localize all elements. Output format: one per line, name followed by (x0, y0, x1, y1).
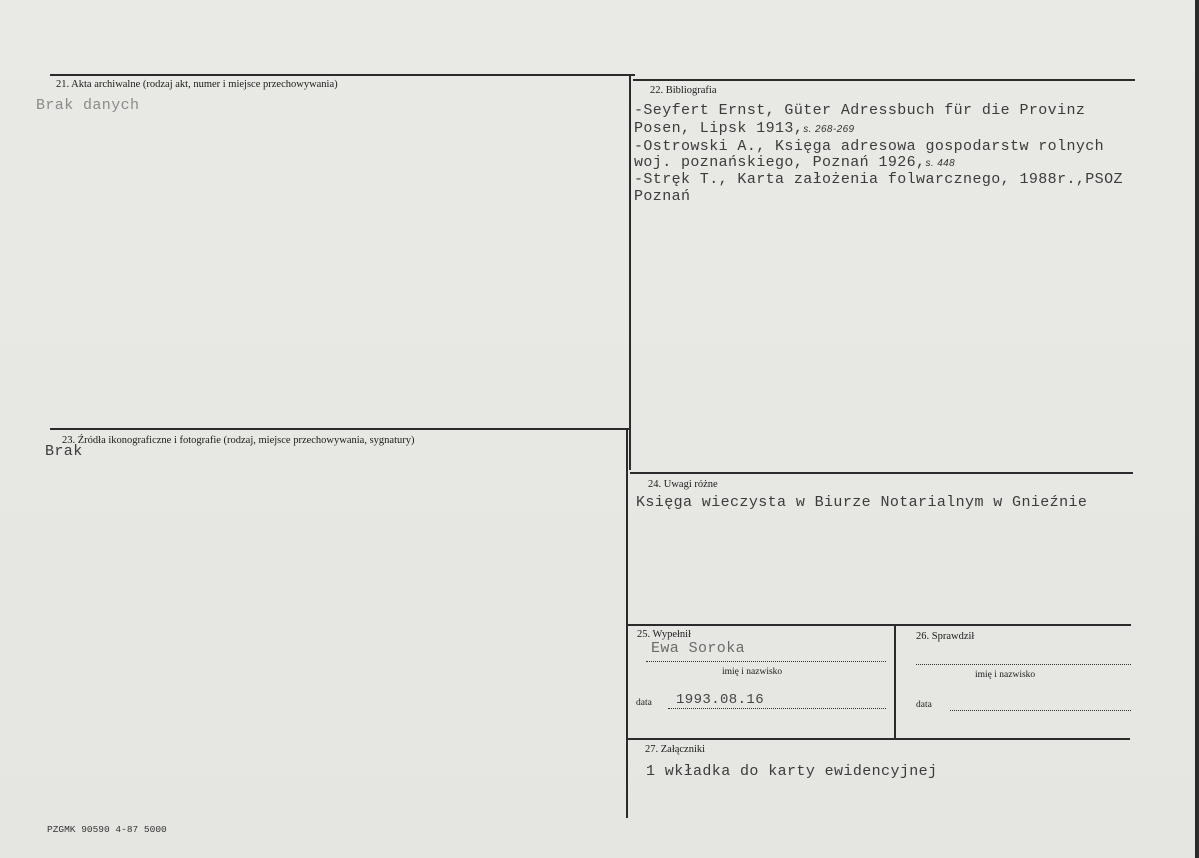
field-27-label: 27. Załączniki (645, 744, 706, 755)
bibliography-line-6: Poznań (634, 188, 691, 205)
rule-24-25 (628, 624, 1131, 626)
bibliography-line-2-text: Posen, Lipsk 1913, (634, 120, 804, 137)
rule-22-24 (630, 472, 1133, 474)
bibliography-line-4 (634, 154, 955, 171)
field-25-name-caption: imię i nazwisko (722, 667, 783, 677)
field-26-name-caption: imię i nazwisko (975, 670, 1036, 680)
field-25-name: Ewa Soroka (651, 640, 746, 657)
field-22-label: 22. Bibliografia (650, 85, 717, 96)
field-26-date-line (950, 710, 1131, 711)
field-25-date-line (668, 708, 886, 709)
field-21-value: Brak danych (36, 97, 140, 114)
bibliography-line-2 (634, 120, 855, 137)
divider-25-26 (894, 625, 896, 738)
bibliography-line-5: -Stręk T., Karta założenia folwarcznego, 1988r.,PSOZ (634, 171, 1123, 188)
field-26-name-line (916, 664, 1131, 665)
field-25-label: 25. Wypełnił (637, 629, 692, 640)
field-23-value: Brak (45, 443, 83, 460)
field-25-date: 1993.08.16 (676, 692, 765, 708)
scan-edge (1195, 0, 1199, 858)
field-25-date-label: data (636, 698, 652, 708)
rule-25-27 (627, 738, 1130, 740)
field-21-label: 21. Akta archiwalne (rodzaj akt, numer i miejsce przechowywania) (56, 79, 338, 90)
field-24-value: Księga wieczysta w Biurze Notarialnym w Gnieźnie (636, 494, 1088, 511)
field-24-label: 24. Uwagi różne (648, 479, 718, 490)
rule-21-23 (50, 428, 630, 430)
bibliography-line-1: -Seyfert Ernst, Güter Adressbuch für die Provinz (634, 102, 1086, 119)
field-23-label: 23. Źródła ikonograficzne i fotografie (rodzaj, miejsce przechowywania, sygnatury) (62, 435, 415, 446)
field-27-value: 1 wkładka do karty ewidencyjnej (646, 763, 938, 780)
bibliography-line-3: -Ostrowski A., Księga adresowa gospodarstw rolnych (634, 138, 1105, 155)
print-code: PZGMK 90590 4-87 5000 (47, 824, 167, 835)
field-26-date-label: data (916, 700, 932, 710)
bibliography-line-4-text: woj. poznańskiego, Poznań 1926, (634, 154, 926, 171)
top-rule-left (50, 74, 635, 76)
center-divider (629, 76, 631, 470)
field-25-name-line (646, 661, 886, 662)
bibliography-pages-2: s. 448 (925, 158, 956, 169)
bibliography-pages-1: s. 268-269 (803, 124, 855, 135)
field-26-label: 26. Sprawdził (916, 631, 975, 642)
top-rule-right (633, 79, 1135, 81)
